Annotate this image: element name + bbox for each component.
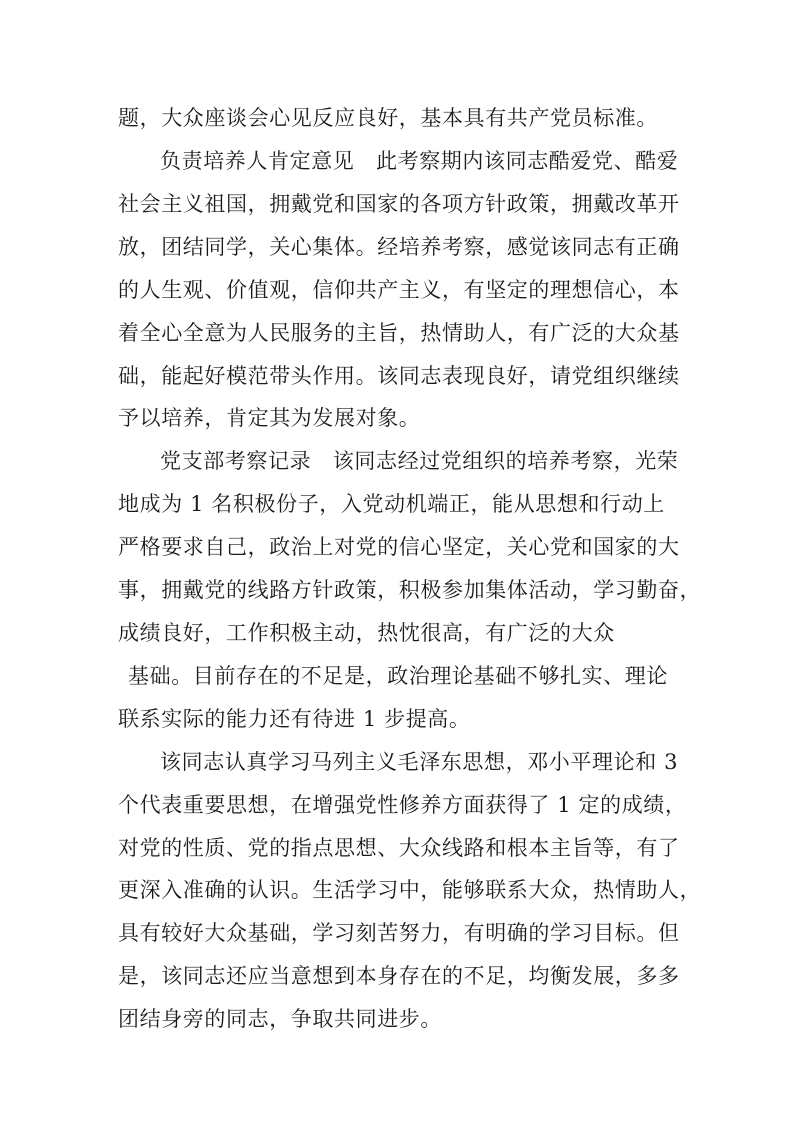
text-line-6: 着全心全意为人民服务的主旨，热情助人，有广泛的大众基: [118, 321, 680, 345]
text-line-13: 成绩良好，工作积极主动，热忱很高，有广泛的大众: [118, 621, 615, 645]
text-line-3: 社会主义祖国，拥戴党和国家的各项方针政策，拥戴改革开: [118, 192, 680, 216]
text-line-18: 对党的性质、党的指点思想、大众线路和根本主旨等，有了: [118, 836, 680, 860]
text-line-2: 负责培养人肯定意见 此考察期内该同志酷爱党、酷爱: [160, 149, 679, 173]
text-line-9: 党支部考察记录 该同志经过党组织的培养考察，光荣: [160, 449, 679, 473]
text-line-5: 的人生观、价值观，信仰共产主义，有坚定的理想信心，本: [118, 278, 680, 302]
text-line-21: 是，该同志还应当意想到本身存在的不足，均衡发展，多多: [118, 964, 680, 988]
text-line-11: 严格要求自己，政治上对党的信心坚定，关心党和国家的大: [118, 535, 680, 559]
text-line-12: 事，拥戴党的线路方针政策，积极参加集体活动，学习勤奋，: [118, 578, 702, 602]
text-line-4: 放，团结同学，关心集体。经培养考察，感觉该同志有正确: [118, 235, 680, 259]
text-line-1: 题，大众座谈会心见反应良好，基本具有共产党员标准。: [118, 106, 658, 130]
text-line-10: 地成为 1 名积极份子，入党动机端正，能从思想和行动上: [118, 492, 665, 516]
text-line-20: 具有较好大众基础，学习刻苦努力，有明确的学习目标。但: [118, 921, 680, 945]
text-line-8: 予以培养，肯定其为发展对象。: [118, 406, 421, 430]
text-line-17: 个代表重要思想，在增强党性修养方面获得了 1 定的成绩，: [118, 793, 687, 817]
text-line-16: 该同志认真学习马列主义毛泽东思想，邓小平理论和 3: [160, 750, 679, 774]
text-line-19: 更深入准确的认识。生活学习中，能够联系大众，热情助人，: [118, 878, 702, 902]
text-line-14: 基础。目前存在的不足是，政治理论基础不够扎实、理论: [128, 664, 668, 688]
text-line-7: 础，能起好模范带头作用。该同志表现良好，请党组织继续: [118, 364, 680, 388]
text-line-15: 联系实际的能力还有待进 1 步提高。: [118, 707, 471, 731]
text-line-22: 团结身旁的同志，争取共同进步。: [118, 1007, 442, 1031]
